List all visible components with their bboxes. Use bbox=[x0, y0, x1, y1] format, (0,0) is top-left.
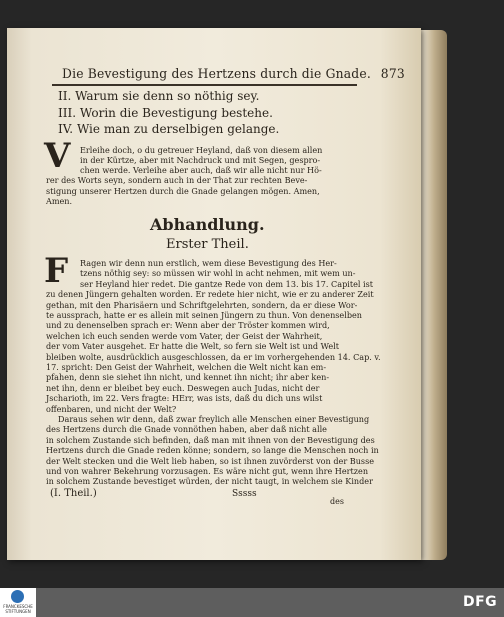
body-line: zu denen Jüngern gehalten worden. Er redete hier nicht, wie er zu anderer Zeit bbox=[46, 289, 374, 300]
footer-part-label: (I. Theil.) bbox=[50, 488, 97, 499]
body-line: und von wahrer Bekehrung vorzusagen. Es wäre nicht gut, wenn ihre Hertzen bbox=[46, 466, 369, 476]
prayer-line: rer des Worts seyn, sondern auch in der That zur rechten Beve- bbox=[46, 175, 308, 185]
body-line: 17. spricht: Den Geist der Wahrheit, welchen die Welt nicht kan em- bbox=[46, 362, 327, 372]
body-line: offenbaren, und nicht der Welt? bbox=[46, 403, 177, 414]
body-line: und zu denenselben sprach er: Wenn aber der Tröster kommen wird, bbox=[46, 320, 330, 331]
body-line: welchen ich euch senden werde vom Vater, der Geist der Wahrheit, bbox=[46, 330, 323, 341]
body-line: Ragen wir denn nun erstlich, wem diese Bevestigung des Her- bbox=[80, 258, 337, 268]
signature-mark: Sssss bbox=[232, 489, 257, 499]
page-number: 873 bbox=[380, 67, 405, 82]
body-line: in solchem Zustande bevestiget würden, der nicht taugt, in welchem sie Kinder bbox=[46, 476, 373, 487]
body-line: pfahen, denn sie siehet ihn nicht, und kennet ihn nicht; ihr aber ken- bbox=[46, 372, 330, 383]
body-line: Daraus sehen wir denn, daß zwar freylich alle Menschen einer Bevestigung bbox=[58, 414, 370, 424]
body-line: ser Heyland hier redet. Die gantze Rede von dem 13. bis 17. Capitel ist bbox=[80, 278, 374, 289]
body-line: des Hertzens durch die Gnade vonnöthen haben, aber daß nicht alle bbox=[46, 424, 327, 435]
prayer-line: stigung unserer Hertzen durch die Gnade gelangen mögen. Amen, bbox=[46, 186, 320, 196]
drop-cap: V bbox=[44, 136, 71, 176]
toc-line: II. Warum sie denn so nöthig sey. bbox=[58, 89, 260, 103]
part-title: Erster Theil. bbox=[166, 237, 249, 252]
body-line: Hertzens durch die Gnade reden könne; sondern, so lange die Menschen noch in bbox=[46, 445, 379, 456]
emblem-icon bbox=[11, 590, 24, 603]
viewer-bottom-bar bbox=[0, 588, 504, 617]
prayer-line: Erleihe doch, o du getreuer Heyland, daß von diesem allen bbox=[80, 145, 323, 155]
prayer-line: Amen. bbox=[46, 196, 73, 206]
body-line: der vom Vater ausgehet. Er hatte die Welt, so fern sie Welt ist und Welt bbox=[46, 341, 339, 352]
header-title: Die Bevestigung des Hertzens durch die Gnade. bbox=[62, 67, 371, 82]
body-line: te aussprach, hatte er es allein mit seinen Jüngern zu thun. Von denenselben bbox=[46, 310, 362, 320]
body-line: Jscharioth, im 22. Vers fragte: HErr, was ists, daß du dich uns wilst bbox=[46, 393, 323, 404]
body-line: tzens nöthig sey: so müssen wir wohl in acht nehmen, mit wem un- bbox=[80, 268, 356, 279]
toc-line: III. Worin die Bevestigung bestehe. bbox=[58, 106, 273, 120]
header-rule bbox=[52, 84, 357, 86]
toc-line: IV. Wie man zu derselbigen gelange. bbox=[58, 122, 280, 136]
logo-text: FRANCKESCHE STIFTUNGEN bbox=[3, 604, 33, 614]
body-line: gethan, mit den Pharisäern und Schriftgelehrten, sondern, da er diese Wor- bbox=[46, 299, 358, 310]
institution-logo[interactable] bbox=[0, 588, 36, 617]
catchword: des bbox=[330, 497, 344, 506]
body-line: in solchem Zustande sich befinden, daß man mit ihnen von der Bevestigung des bbox=[46, 434, 375, 445]
body-line: net ihn, denn er bleibet bey euch. Deswegen auch Judas, nicht der bbox=[46, 382, 320, 393]
section-title: Abhandlung. bbox=[150, 215, 265, 234]
body-line: der Welt stecken und die Welt lieb haben, so ist ihnen zuvörderst von der Busse bbox=[46, 455, 375, 466]
drop-cap: F bbox=[44, 251, 69, 291]
prayer-line: chen werde. Verleihe aber auch, daß wir alle nicht nur Hö- bbox=[80, 165, 322, 175]
running-header bbox=[62, 67, 405, 82]
prayer-line: in der Kürtze, aber mit Nachdruck und mit Segen, gespro- bbox=[80, 155, 321, 165]
body-line: bleiben wolte, ausdrücklich ausgeschlossen, da er im vorhergehenden 14. Cap. v. bbox=[46, 351, 381, 362]
dfg-logo[interactable]: DFG bbox=[463, 594, 498, 610]
